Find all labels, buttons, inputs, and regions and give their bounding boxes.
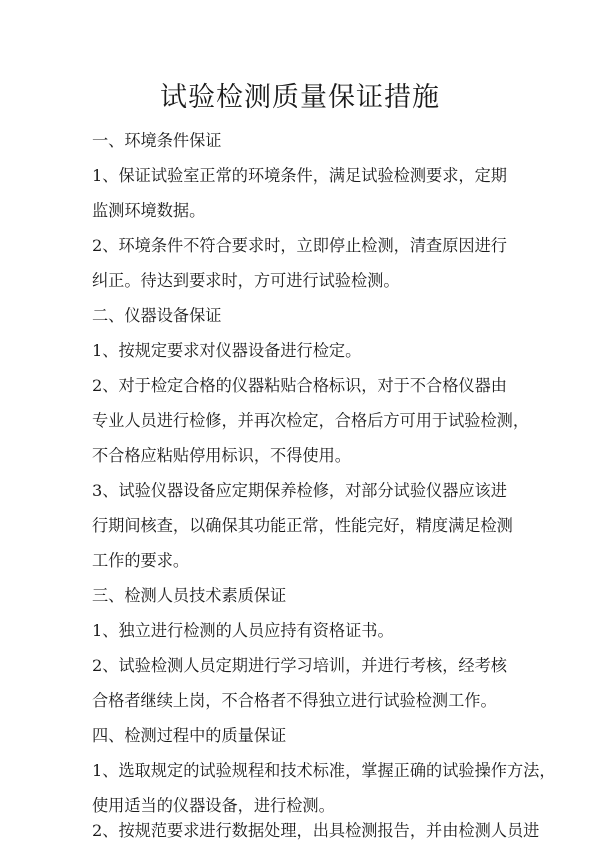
paragraph-line: 行期间核查，以确保其功能正常，性能完好，精度满足检测 [92, 516, 513, 535]
paragraph [92, 228, 522, 298]
paragraph-line: 2、对于检定合格的仪器粘贴合格标识，对于不合格仪器由 [92, 376, 507, 395]
paragraph [92, 473, 522, 578]
paragraph-line: 1、保证试验室正常的环境条件，满足试验检测要求，定期 [92, 166, 507, 185]
paragraph-line: 1、按规定要求对仪器设备进行检定。 [92, 341, 362, 360]
paragraph-line: 专业人员进行检修，并再次检定，合格后方可用于试验检测， [92, 411, 530, 430]
paragraph-line: 2、试验检测人员定期进行学习培训，并进行考核，经考核 [92, 656, 507, 675]
paragraph [92, 613, 522, 648]
paragraph [92, 333, 522, 368]
paragraph-line: 纠正。待达到要求时，方可进行试验检测。 [92, 271, 400, 290]
paragraph [92, 368, 530, 473]
paragraph-line: 2、环境条件不符合要求时，立即停止检测，清查原因进行 [92, 236, 507, 255]
paragraph-line: 合格者继续上岗，不合格者不得独立进行试验检测工作。 [92, 691, 497, 710]
section-heading: 一、环境条件保证 [92, 131, 222, 150]
paragraph [92, 158, 522, 228]
section-heading: 三、检测人员技术素质保证 [92, 586, 287, 605]
paragraph-line: 使用适当的仪器设备，进行检测。 [92, 796, 335, 815]
section-heading: 四、检测过程中的质量保证 [92, 726, 287, 745]
paragraph-line: 监测环境数据。 [92, 201, 206, 220]
paragraph-line: 不合格应粘贴停用标识，不得使用。 [92, 446, 351, 465]
paragraph-line: 1、独立进行检测的人员应持有资格证书。 [92, 621, 394, 640]
paragraph [92, 648, 522, 718]
paragraph-line: 3、试验仪器设备应定期保养检修，对部分试验仪器应该进 [92, 481, 507, 500]
paragraph-line: 2、按规范要求进行数据处理，出具检测报告，并由检测人员进 [92, 821, 540, 840]
document-title: 试验检测质量保证措施 [160, 82, 440, 113]
paragraph-line: 工作的要求。 [92, 551, 190, 570]
paragraph-line: 1、选取规定的试验规程和技术标准，掌握正确的试验操作方法， [92, 761, 556, 780]
paragraph [92, 813, 540, 848]
section-heading: 二、仪器设备保证 [92, 306, 222, 325]
